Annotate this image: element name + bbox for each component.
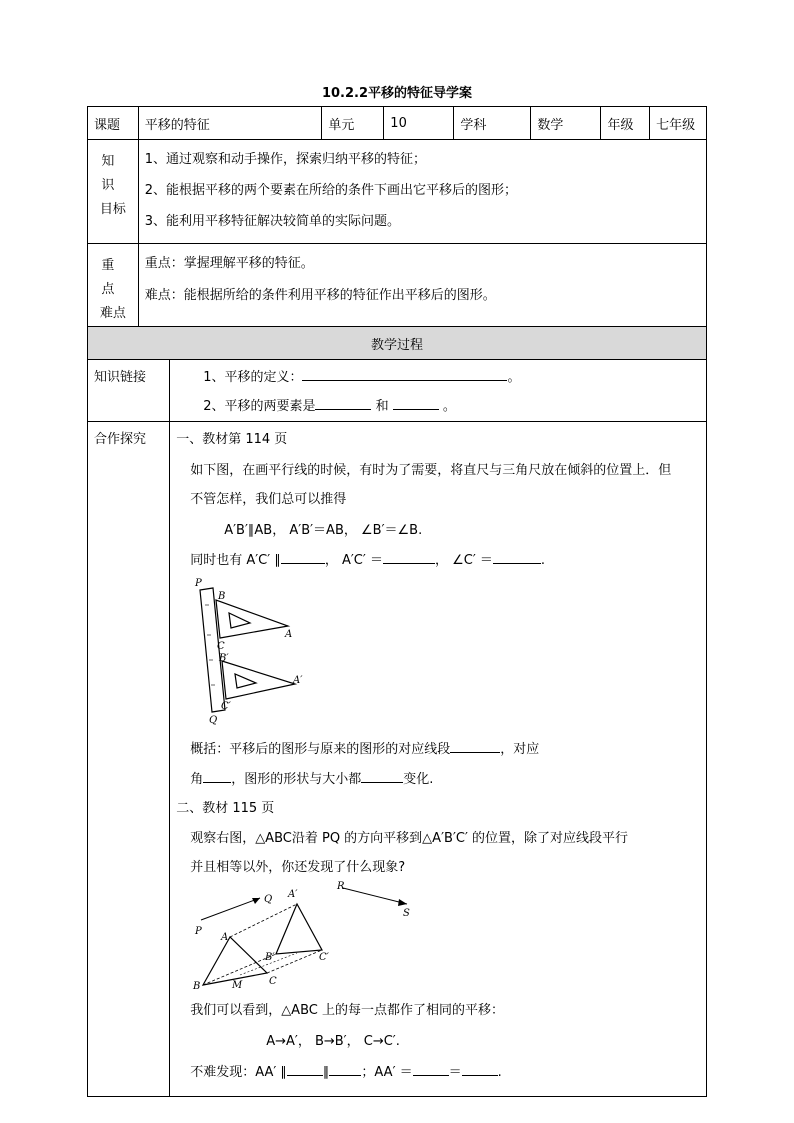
section2-mapping: A→A′， B→B′， C→C′. bbox=[266, 1034, 400, 1049]
link-content bbox=[170, 360, 707, 422]
section2-para: 观察右图，△ABC沿着 PQ 的方向平移到△A′B′C′ 的位置，除了对应线段平行 bbox=[190, 831, 629, 846]
objectives-content bbox=[138, 140, 706, 244]
summary-line2: 角 ，图形的形状与大小都 变化. bbox=[190, 772, 434, 787]
grade-value: 七年级 bbox=[650, 107, 707, 140]
summary-line1: 概括：平移后的图形与原来的图形的对应线段 ，对应 bbox=[190, 742, 540, 757]
lesson-table bbox=[87, 106, 707, 1097]
fig2-label: B bbox=[193, 981, 201, 990]
process-header-row bbox=[88, 327, 707, 360]
fig2-label: M bbox=[232, 980, 243, 990]
fig2-label: A bbox=[221, 932, 229, 943]
fig1-label: C′ bbox=[221, 701, 232, 712]
answer-blank[interactable] bbox=[462, 1063, 498, 1076]
answer-blank[interactable] bbox=[413, 1063, 449, 1076]
topic-value: 平移的特征 bbox=[138, 107, 322, 140]
link-q1: 1、平移的定义： 。 bbox=[203, 370, 521, 385]
link-q2: 2、平移的两要素是 和 。 bbox=[203, 399, 456, 414]
difficulty: 难点：能根据所给的条件利用平移的特征作出平移后的图形。 bbox=[144, 288, 496, 303]
grade-label: 年级 bbox=[601, 107, 650, 140]
fig1-label: A bbox=[285, 629, 293, 640]
section2-see: 我们可以看到，△ABC 上的每一点都作了相同的平移： bbox=[190, 1003, 504, 1018]
fig1-label: C bbox=[217, 641, 225, 652]
answer-blank[interactable] bbox=[393, 397, 439, 410]
fig1-label: A′ bbox=[293, 675, 303, 686]
fig2-label: S bbox=[403, 908, 411, 919]
unit-value: 10 bbox=[384, 107, 454, 140]
process-header: 教学过程 bbox=[88, 327, 707, 360]
fig1-label: B bbox=[218, 591, 226, 602]
objective-item: 2、能根据平移的两个要素在所给的条件下画出它平移后的图形； bbox=[144, 183, 518, 198]
unit-label: 单元 bbox=[322, 107, 384, 140]
section1-para: 不管怎样，我们总可以推得 bbox=[190, 492, 347, 507]
answer-blank[interactable] bbox=[493, 551, 541, 564]
link-label-cell bbox=[88, 360, 170, 422]
objectives-row bbox=[88, 140, 707, 244]
keypoints-label: 重 点 难点 bbox=[88, 244, 139, 327]
answer-blank[interactable] bbox=[203, 770, 231, 783]
fig2-label: B′ bbox=[265, 952, 275, 963]
fig2-label: C bbox=[269, 976, 277, 987]
subject-value: 数学 bbox=[531, 107, 601, 140]
answer-blank[interactable] bbox=[329, 1063, 361, 1076]
answer-blank[interactable] bbox=[361, 770, 403, 783]
explore-label-cell bbox=[88, 422, 170, 1097]
explore-label: 合作探究 bbox=[94, 432, 147, 447]
fig2-label: Q bbox=[264, 894, 273, 905]
page-title: 10.2.2平移的特征导学案 bbox=[321, 86, 473, 101]
fig2-label: C′ bbox=[319, 952, 330, 963]
fig1-label: B′ bbox=[219, 653, 229, 664]
objective-item: 1、通过观察和动手操作，探索归纳平移的特征； bbox=[144, 152, 427, 167]
section1-formula: A′B′∥AB， A′B′＝AB， ∠B′＝∠B. bbox=[224, 523, 423, 538]
answer-blank[interactable] bbox=[287, 1063, 323, 1076]
section2-find: 不难发现：AA′ ∥ ∥ ；AA′ ＝ ＝ . bbox=[190, 1065, 502, 1080]
header-row bbox=[88, 107, 707, 140]
keypoints-content bbox=[138, 244, 706, 327]
section2-title: 二、教材 115 页 bbox=[176, 801, 275, 816]
fig1-label: Q bbox=[209, 715, 218, 725]
answer-blank[interactable] bbox=[450, 740, 500, 753]
fig2-label: A′ bbox=[288, 889, 298, 900]
answer-blank[interactable] bbox=[302, 368, 507, 381]
fig1-label: P bbox=[195, 578, 202, 589]
objective-item: 3、能利用平移特征解决较简单的实际问题。 bbox=[144, 214, 401, 229]
translation-figure bbox=[185, 880, 425, 990]
key-point: 重点：掌握理解平移的特征。 bbox=[144, 256, 314, 271]
section1-also: 同时也有 A′C′ ∥ ， A′C′ ＝ ， ∠C′ ＝ . bbox=[190, 553, 546, 568]
objectives-label: 知 识 目标 bbox=[88, 140, 139, 244]
ruler-triangle-figure bbox=[185, 575, 305, 725]
explore-row bbox=[88, 422, 707, 1097]
subject-label: 学科 bbox=[454, 107, 531, 140]
topic-label: 课题 bbox=[88, 107, 139, 140]
answer-blank[interactable] bbox=[383, 551, 435, 564]
section1-title: 一、教材第 114 页 bbox=[176, 432, 288, 447]
answer-blank[interactable] bbox=[281, 551, 325, 564]
fig2-label: P bbox=[195, 926, 202, 937]
section1-para: 如下图，在画平行线的时候，有时为了需要，将直尺与三角尺放在倾斜的位置上．但 bbox=[190, 463, 672, 478]
section2-para: 并且相等以外，你还发现了什么现象? bbox=[190, 860, 406, 875]
link-label: 知识链接 bbox=[94, 370, 147, 385]
explore-content bbox=[170, 422, 707, 1097]
link-row bbox=[88, 360, 707, 422]
fig2-label: R bbox=[337, 881, 345, 892]
keypoints-row bbox=[88, 244, 707, 327]
answer-blank[interactable] bbox=[315, 397, 371, 410]
